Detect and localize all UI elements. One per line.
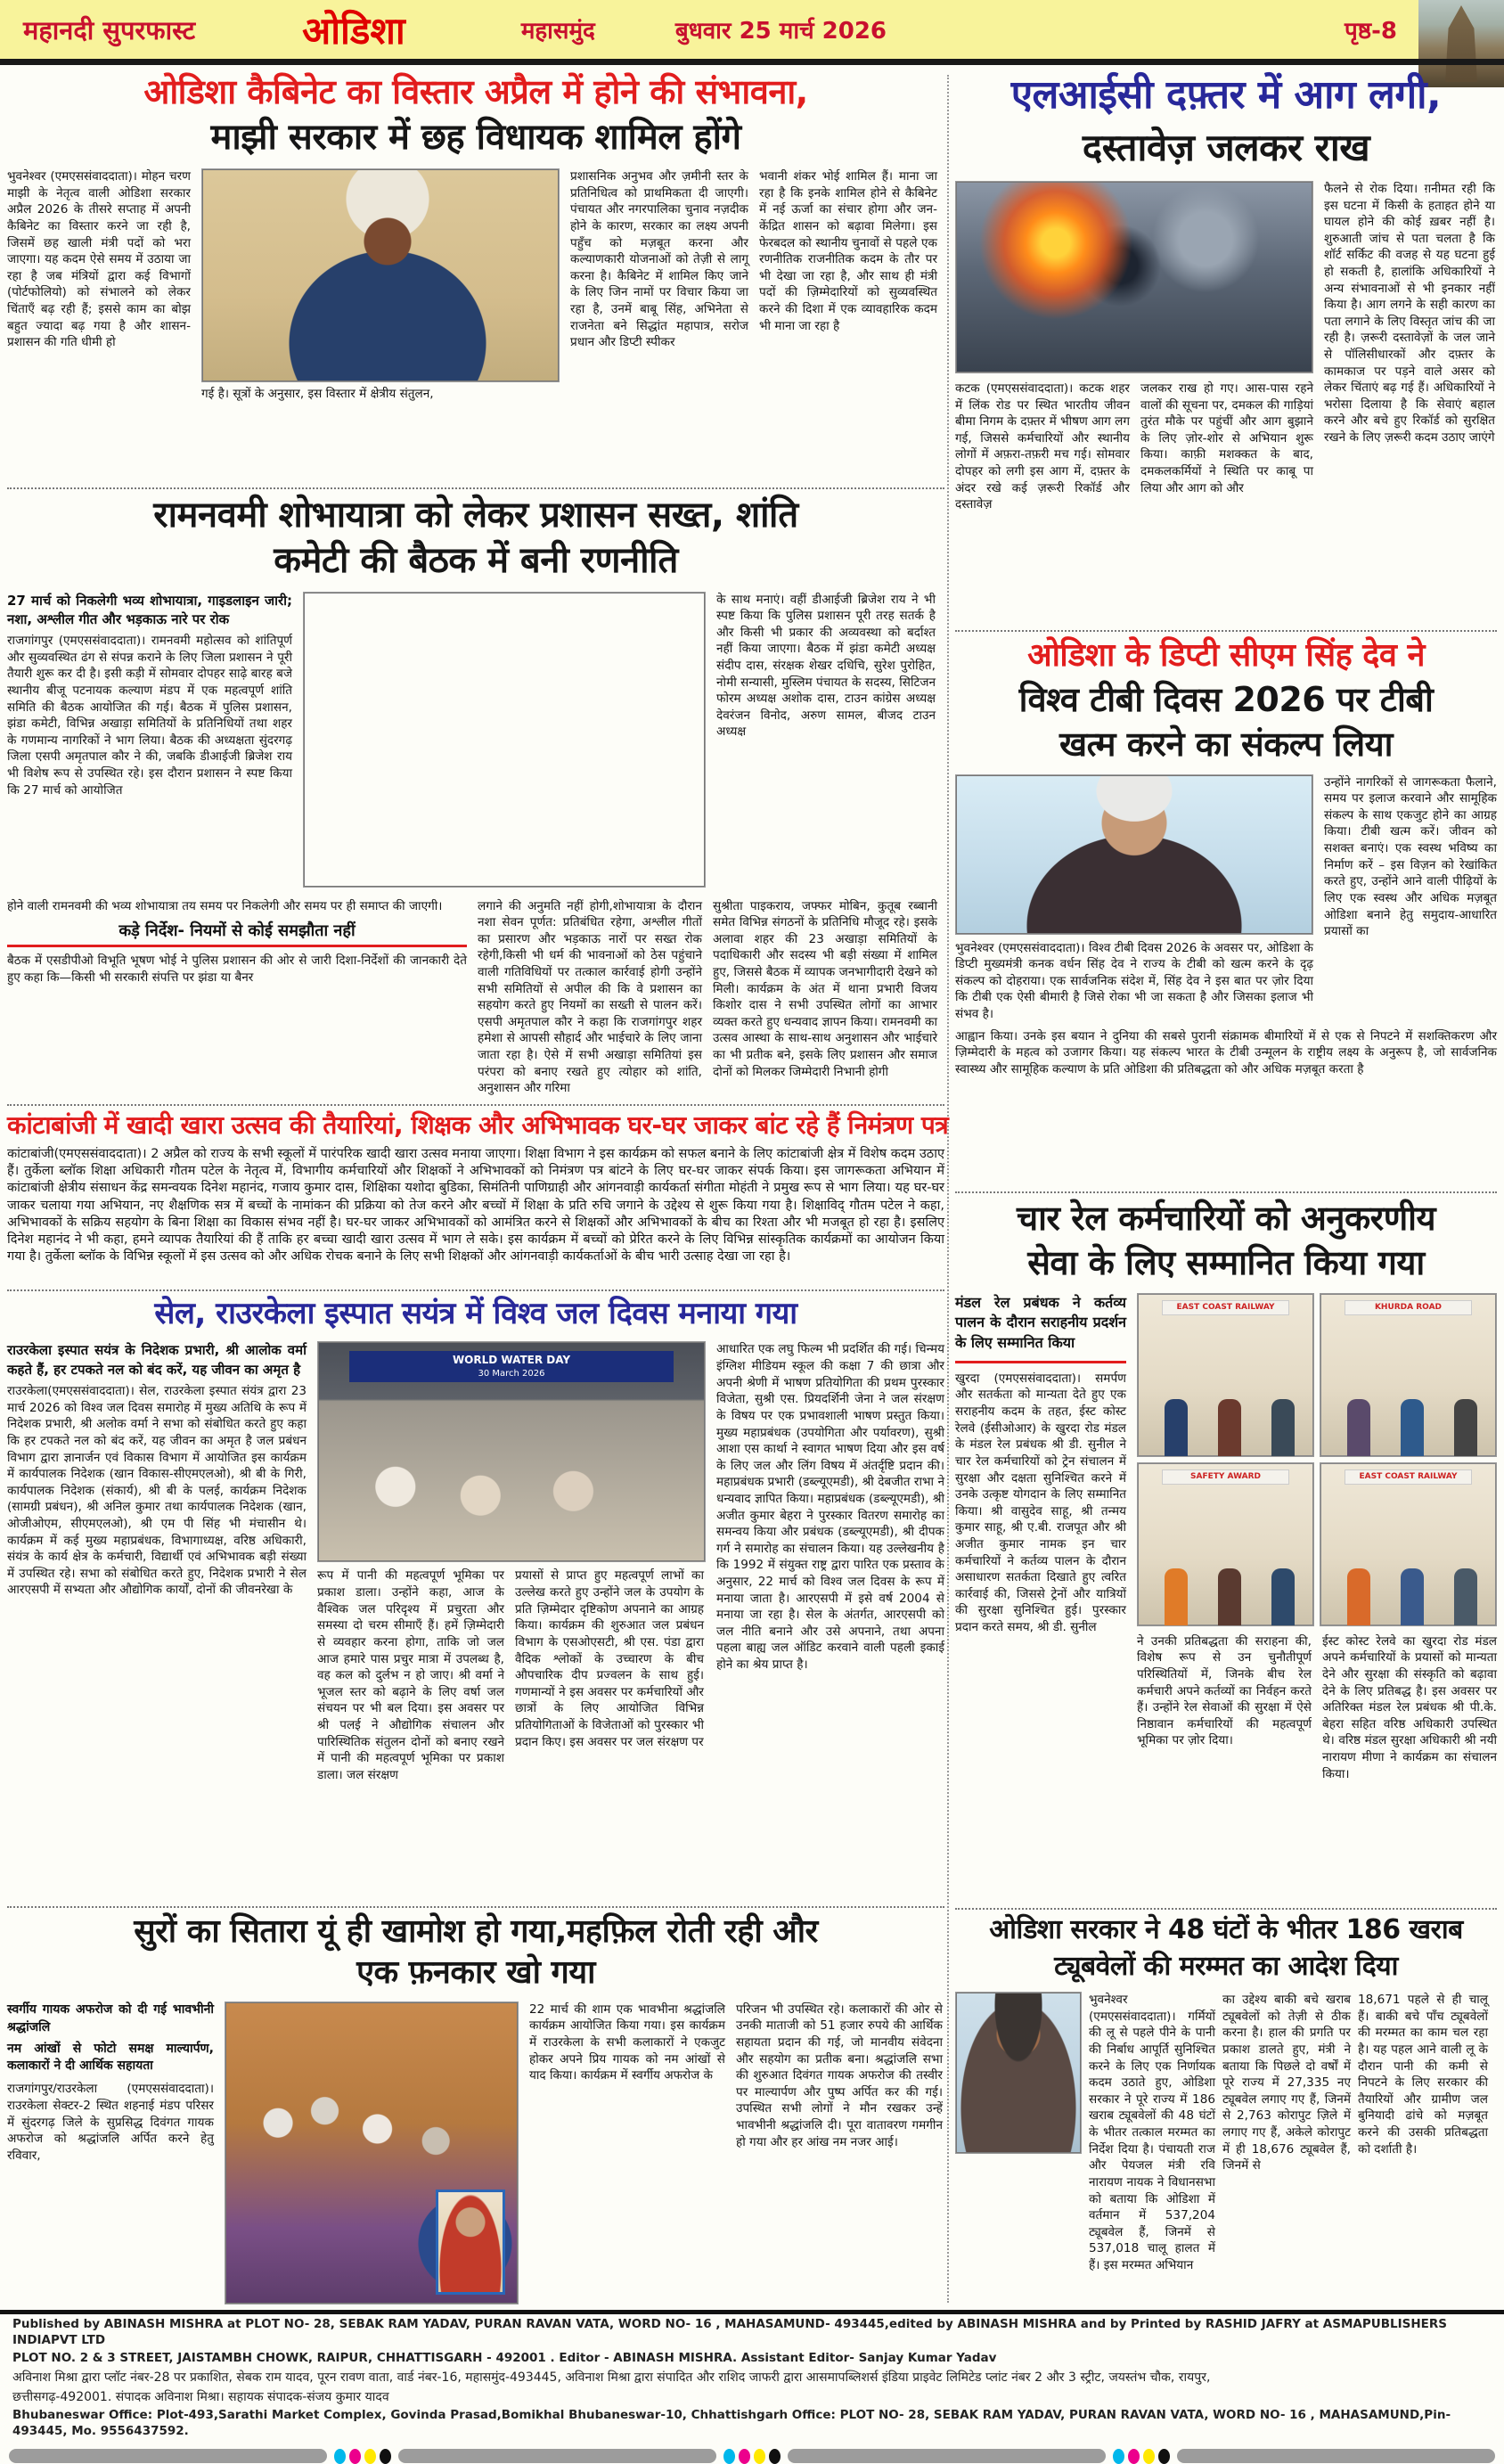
lead-column (7, 592, 292, 891)
headline-line2: ट्यूबवेलों की मरम्मत का आदेश दिया (1054, 1950, 1398, 1982)
headline: सेल, राउरकेला इस्पात सयंत्र में विश्व जल दिवस मनाया गया (154, 1296, 797, 1331)
headline: ओडिशा कैबिनेट का विस्तार अप्रैल में होने की संभावना, (143, 72, 808, 111)
lead-column (7, 2001, 214, 2304)
registration-bar (9, 2449, 327, 2463)
headline: ओडिशा सरकार ने 48 घंटों के भीतर 186 खराब (989, 1914, 1463, 1945)
divider (955, 1191, 1497, 1193)
peace-committee-meeting-photo (303, 592, 706, 888)
edition-name: ओडिशा (302, 8, 405, 53)
bold-intro: मंडल रेल प्रबंधक ने कर्तव्य पालन के दौरान सराहनीय प्रदर्शन के लिए सम्मानित किया (955, 1293, 1126, 1363)
body-column: भुवनेश्वर (एमएससंवाददाता)। विश्व टीबी दिवस 2026 के अवसर पर, ओडिशा के डिप्टी मुख्यमंत्री कनक वर्धन सिंह देव ने राज्य के टीबी को खत्म करने के दृढ़ संकल्प को दोहराया। एक सार्वजनिक संदेश में, सिंह देव ने इस बात पर ज़ोर दिया कि टीबी एक ऐसी बीमारी है जिसे रोका भी जा सकता है और जिसका इलाज भी संभव है। (955, 940, 1313, 1022)
divider (955, 630, 1497, 632)
divider (7, 487, 944, 489)
headline: चार रेल कर्मचारियों को अनुकरणीय (1016, 1199, 1436, 1238)
fire-scene-photo (955, 181, 1313, 373)
headline-line2: एक फ़नकार खो गया (356, 1953, 595, 1991)
body-column: राजगांगपुर/राउरकेला (एमएससंवाददाता)। राउरकेला सेक्टर-2 स्थित शहनाई मंडप परिसर में सुंदरगढ़ जिले के सुप्रसिद्ध दिवंगत गायक अफरोज को श्रद्धांजलि अर्पित करने हेतु रविवार, (7, 2082, 214, 2163)
body-column: जलकर राख हो गए। आस-पास रहने वालों की सूचना पर, दमकल की गाड़ियां तुरंत मौके पर पहुंचीं और आग बुझाने के लिए ज़ोर-शोर से अभियान शुरू किया। काफ़ी मशक्कत के बाद, दमकलकर्मियों ने स्थिति पर काबू पा लिया और आग को और (1140, 381, 1313, 495)
body-column: राउरकेला(एमएससंवाददाता)। सेल, राउरकेला इस्पात संयंत्र द्वारा 23 मार्च 2026 को विश्व जल दिवस समारोह में मुख्य अतिथि के रूप में निदेशक प्रभारी, श्री अलोक वर्मा ने सभा को संबोधित करते हुए कहा कि हर टपकते नल को बंद करें, यह जीवन का अमृत है जल प्रबंधन विभाग द्वारा ज्ञानार्जन एवं विकास विभाग में आयोजित इस कार्यक्रम में कार्यपालक निदेशक (खान विकास-सीएमएलओ), श्री बी के गिरी, कार्यपालक निदेशक (संकार्य), श्री बी के पलई, कार्यक्रम निदेशक (सामग्री प्रबंधन), श्री अनिल कुमार तथा कार्यपालक निदेशक (खान, ओजीओएम, सीएमएलओ), श्री एम पी सिंह भी मंचासीन थे। कार्यक्रम में कई मुख्य महाप्रबंधक, विभागाध्यक्ष, वरिष्ठ अधिकारी, संयंत्र के कार्य क्षेत्र के कर्मचारी, विद्यार्थी एवं अभिभावक बड़ी संख्या में उपस्थित रहे। सभा को संबोधित करते हुए, निदेशक प्रभारी ने सेल आरएसपी में सभ्यता और औद्योगिक कार्यों, दोनों की जीवनरेखा के (7, 1384, 307, 1598)
headline-line2: विश्व टीबी दिवस 2026 पर टीबी (1018, 679, 1434, 719)
imprint-footer (0, 2310, 1504, 2464)
masthead (0, 0, 1504, 59)
body-column: राजगांगपुर (एमएससंवाददाता)। रामनवमी महोत्सव को शांतिपूर्ण और सुव्यवस्थित ढंग से संपन्न कराने के लिए जिला प्रशासन ने पूरी तैयारी शुरू कर दी है। इसी कड़ी में सोमवार दोपहर साढ़े बारह बजे स्थानीय बीजू पटनायक कल्याण मंडप में एक महत्वपूर्ण शांति समिति की बैठक आयोजित की गई। बैठक में पुलिस प्रशासन, झंडा कमेटी, विभिन्न अखाड़ा समितियों के प्रतिनिधियों तथा शहर के गणमान्य नागरिकों ने भाग लिया। बैठक की अध्यक्षता सुंदरगढ़ जिला एसपी अमृतपाल कौर ने की, जबकि डीआईजी ब्रिजेश राय भी विशेष रूप से उपस्थित रहे। इस दौरान प्रशासन ने स्पष्ट किया कि 27 मार्च को आयोजित (7, 634, 292, 798)
body-column: आधारित एक लघु फिल्म भी प्रदर्शित की गई। चिन्मय इंग्लिश मीडियम स्कूल की कक्षा 7 की छात्रा और अपनी श्रेणी में भाषण प्रतियोगिता की प्रथम पुरस्कार विजेता, सुश्री एस. प्रियदर्शिनी जेना ने जल संरक्षण के विषय पर एक प्रभावशाली भाषण प्रस्तुत किया। मुख्य महाप्रबंधक (उपयोगिता और पर्यावरण), सुश्री आशा एस कार्था ने स्वागत भाषण दिया और इस वर्ष के लिए जल और लिंग विषय में अंतर्दृष्टि प्रदान की। महाप्रबंधक प्रभारी (डब्ल्यूएमडी), श्री देबजीत राभा ने धन्यवाद ज्ञापित किया। महाप्रबंधक (डब्ल्यूएमडी), श्री अजीत कुमार बेहरा ने पुरस्कार वितरण समारोह का समन्वय किया और प्रबंधक (डब्ल्यूएमडी), श्री दीपक गर्ग ने समारोह का संचालन किया। यह उल्लेखनीय है कि 1992 में संयुक्त राष्ट्र द्वारा पारित एक प्रस्ताव के अनुसार, 22 मार्च को विश्व जल दिवस के रूप में मनाया जाता है। आरएसपी में इसे वर्ष 2004 से मनाया जा रहा है। सेल के अंतर्गत, आरएसपी को जल नीति बनाने और उसे अपनाने, तथा अपना पहला बाह्य जल ऑडिट करवाने वाली पहली इकाई होने का श्रेय प्राप्त है। (716, 1342, 944, 1673)
cmyk-dots-icon (334, 2449, 391, 2464)
award-banner: EAST COAST RAILWAY (1345, 1470, 1472, 1484)
body-column: के साथ मनाएं। वहीं डीआईजी ब्रिजेश राय ने भी स्पष्ट किया कि पुलिस प्रशासन पूरी तरह सतर्क है और किसी भी प्रकार की अव्यवस्था को बर्दाश्त नहीं किया जाएगा। बैठक में झंडा कमेटी अध्यक्ष संदीप दास, संरक्षक शेखर दधिचि, सुरेश पुरोहित, नोमी सन्यासी, मुस्लिम पंचायत के सदस्य, सिटिजन फोरम अध्यक्ष अशोक दास, टाउन कांग्रेस अध्यक्ष देवरंजन विनोद, अरुण सामल, बीजद टाउन अध्यक्ष (716, 592, 936, 740)
body-column: सुश्रीता पाइकराय, जफ्फर मोबिन, कुतूब रब्बानी समेत विभिन्न संगठनों के प्रतिनिधि मौजूद रहे। इसके अलावा शहर की 23 अखाड़ा समितियों के पदाधिकारी और सदस्य भी बड़ी संख्या में शामिल हुए, जिससे बैठक में व्यापक जनभागीदारी देखने को मिली। कार्यक्रम के अंत में थाना प्रभारी विजय किशोर दास ने सभी उपस्थित लोगों का आभार व्यक्त करते हुए धन्यवाद ज्ञापन किया। रामनवमी का उत्सव आस्था के साथ-साथ अनुशासन और भाईचारे का भी प्रतीक बने, इसके लिए प्रशासन और समाज दोनों को मिलकर जिम्मेदारी निभानी होगी (713, 898, 937, 1079)
sub-headline: माझी सरकार में छह विधायक शामिल होंगे (210, 117, 741, 159)
divider (7, 1289, 944, 1291)
world-water-day-banner (349, 1351, 674, 1382)
article-ramnavami (7, 494, 944, 1100)
body-column: 18,671 पहले से ही चालू हैं। बाकी बचे पाँच ट्यूबवेलों की मरम्मत का काम चल रहा है। यह पहल आने वाली लू के दौरान पानी की कमी से निपटने के लिए सरकार की तैयारियों और ग्रामीण जल बुनियादी ढांचे को मज़बूत करने की उसकी प्रतिबद्धता को दर्शाती है। (1358, 1993, 1488, 2157)
award-photo-1 (1137, 1293, 1314, 1457)
region-divider (947, 75, 949, 2303)
headline: रामनवमी शोभायात्रा को लेकर प्रशासन सख्त, शांति (153, 495, 798, 536)
body-column: परिजन भी उपस्थित रहे। कलाकारों की ओर से उनकी माताजी को 51 हजार रुपये की आर्थिक सहायता प्रदान की गई, जो मानवीय संवेदना और सहयोग का प्रतीक बना। श्रद्धांजलि सभा की शुरुआत दिवंगत गायक अफरोज की तस्वीर पर माल्यार्पण और पुष्प अर्पित कर की गई। उपस्थित सभी लोगों ने मौन रखकर उन्हें भावभीनी श्रद्धांजलि दी। पूरा वातावरण गमगीन हो गया और हर आंख नम नजर आई। (736, 2001, 943, 2149)
photo-column (955, 774, 1313, 1023)
bold-intro: राउरकेला इस्पात सयंत्र के निदेशक प्रभारी, श्री आलोक वर्मा कहते हैं, हर टपकते नल को बंद करें, यह जीवन का अमृत है (7, 1342, 307, 1378)
body-column: रूप में पानी की महत्वपूर्ण भूमिका पर प्रकाश डाला। उन्होंने कहा, आज के वैश्विक जल परिदृश्य में प्रचुरता और समस्या दो चरम सीमाएँ हैं। हमें ज़िम्मेदारी से व्यवहार करना होगा, ताकि जो जल आज हमारे पास प्रचुर मात्रा में उपलब्ध है, वह कल को दुर्लभ न हो जाए। श्री वर्मा ने भूजल स्तर को बढ़ाने के लिए वर्षा जल संचयन पर भी बल दिया। इस अवसर पर श्री पलई ने औद्योगिक संचालन और पारिस्थितिक संतुलन दोनों को बनाए रखने में पानी की महत्वपूर्ण भूमिका पर प्रकाश डाला। जल संरक्षण (317, 1568, 504, 1782)
award-photo-2 (1320, 1293, 1497, 1457)
lead-column (7, 1341, 307, 1888)
imprint-line-en3: Bhubaneswar Office: Plot-493,Sarathi Market Complex, Govinda Prasad,Bomikhal Bhubaneswar-10, Chhattishgarh Office: PLOT NO- 28, SEBAK RAM YADAV, PURAN RAVAN VATA, WORD NO- 16 , MAHASAMUND,Pin- 493445, Mo. 9556437592. (12, 2408, 1451, 2438)
award-photo-3 (1137, 1462, 1314, 1626)
award-photo-4 (1320, 1462, 1497, 1626)
award-banner: EAST COAST RAILWAY (1163, 1301, 1289, 1314)
article-tb-day (955, 636, 1497, 1187)
imprint-line-hi1: अविनाश मिश्रा द्वारा प्लॉट नंबर-28 पर प्रकाशित, सेबक राम यादव, पूरन रावण वाता, वार्ड नंबर-16, महासमुंद-493445, अविनाश मिश्रा द्वारा संपादित और राशिद जाफरी द्वारा आसमापब्लिशर्स इंडिया प्राइवेट लिमिटेड प्लांट नंबर 2 और 3 स्ट्रीट, जयस्तंभ चौक, रायपुर, (12, 2370, 1211, 2385)
article-lic-fire (955, 71, 1497, 626)
photo-column (955, 181, 1313, 626)
award-banner: SAFETY AWARD (1163, 1470, 1289, 1484)
divider (7, 1104, 944, 1106)
cmyk-dots-icon (1113, 2449, 1170, 2464)
cmyk-dots-icon (723, 2449, 781, 2464)
page-number: पृष्ठ-8 (1345, 18, 1397, 45)
article-khadi-khara (7, 1110, 949, 1285)
body-column: खुरदा (एमएससंवाददाता)। समर्पण और सतर्कता को मान्यता देते हुए एक सराहनीय कदम के तहत, ईस्ट कोस्ट रेलवे (ईसीओआर) के खुरदा रोड मंडल के मंडल रेल प्रबंधक श्री डी. सुनील ने चार रेल कर्मचारियों को ट्रेन संचालन में सुरक्षा और दक्षता सुनिश्चित करने में उनके उत्कृष्ट योगदान के लिए सम्मानित किया। श्री वासुदेव साहू, श्री तन्मय कुमार साहू, श्री ए.बी. राजपूत और श्री अजीत कुमार नामक इन चार कर्मचारियों ने कर्तव्य पालन के दौरान असाधारण सतर्कता दिखाते हुए त्वरित कार्रवाई की, जिससे ट्रेनों और यात्रियों की सुरक्षा सुनिश्चित हुई। पुरस्कार प्रदान करते समय, श्री डी. सुनील (955, 1371, 1126, 1635)
headline: कांटाबांजी में खादी खारा उत्सव की तैयारियां, शिक्षक और अभिभावक घर-घर जाकर बांट रहे हैं निमंत्रण पत्र (7, 1110, 949, 1140)
imprint-line-hi2: छत्तीसगढ़-492001. संपादक अविनाश मिश्रा। सहायक संपादक-संजय कुमार यादव (12, 2389, 389, 2404)
article-singer-tribute (7, 1912, 944, 2303)
right-region (955, 71, 1497, 2313)
banner-line2: 30 March 2026 (478, 1369, 545, 1379)
bold-intro2: नम आंखों से फोटो समक्ष माल्यार्पण, कलाकारों ने दी आर्थिक सहायता (7, 2041, 214, 2074)
divider (7, 1906, 944, 1908)
article-cabinet-expansion (7, 71, 944, 483)
issue-date: बुधवार 25 मार्च 2026 (674, 18, 887, 45)
body-column: बैठक में एसडीपीओ विभूति भूषण भोई ने पुलिस प्रशासन की ओर से जारी दिशा-निर्देशों की जानकारी देते हुए कहा कि—किसी भी सरकारी संपत्ति पर झंडा या बैनर (7, 954, 467, 985)
water-day-stage-photo (317, 1341, 706, 1562)
headline: सुरों का सितारा यूं ही खामोश हो गया,महफ़िल रोती रही और (134, 1913, 818, 1950)
lead-column (955, 1293, 1126, 1792)
city-name: महासमुंद (520, 18, 595, 45)
headline-line2: कमेटी की बैठक में बनी रणनीति (274, 539, 678, 581)
body-column: 22 मार्च की शाम एक भावभीना श्रद्धांजलि कार्यक्रम आयोजित किया गया। इस कार्यक्रम में राउरकेला के सभी कलाकारों ने एकजुट होकर अपने प्रिय गायक को नम आंखों से याद किया। कार्यक्रम में स्वर्गीय अफरोज के (529, 2001, 725, 2083)
headline-line3: खत्म करने का संकल्प लिया (1059, 724, 1393, 765)
photo-block (201, 168, 560, 402)
headline: ओडिशा के डिप्टी सीएम सिंह देव ने (1027, 637, 1425, 674)
photo-caption: गई है। सूत्रों के अनुसार, इस विस्तार में क्षेत्रीय संतुलन, (201, 387, 434, 402)
body-column: कटक (एमएससंवाददाता)। कटक शहर में लिंक रोड पर स्थित भारतीय जीवन बीमा निगम के दफ़्तर में भीषण आग लग गई, जिससे कर्मचारियों और स्थानीय लोगों में अफ़रा-तफ़री मच गई। सोमवार दोपहर को लगी इस आग में, दफ़्तर के अंदर रखे कई ज़रूरी रिकॉर्ड और दस्तावेज़ (955, 381, 1130, 512)
body-column: लगाने की अनुमति नहीं होगी,शोभायात्रा के दौरान नशा सेवन पूर्णत: प्रतिबंधित रहेगा, अश्लील गीतों का प्रसारण और भड़काऊ नारों पर सख्त रोक रहेगी,किसी भी धर्म की भावनाओं को ठेस पहुंचाने वाली गतिविधियों पर तत्काल कार्रवाई होगी उन्होंने सभी समितियों से अपील की कि वे प्रशासन का सहयोग करते हुए नियमों का सख्ती से पालन करें। एसपी अमृतपाल कौर ने कहा कि राजगांगपुर शहर हमेशा से आपसी सौहार्द और भाईचारे के लिए जाना जाता रहा है। ऐसे में सभी अखाड़ा समितियां इस परंपरा को बनाए रखते हुए त्योहार को शांति, अनुशासन और गरिमा (478, 898, 702, 1096)
award-banner: KHURDA ROAD (1345, 1301, 1472, 1314)
cm-majhi-photo (201, 168, 560, 382)
headline-line2: सेवा के लिए सम्मानित किया गया (1027, 1243, 1425, 1283)
article-rail-award (955, 1198, 1497, 1903)
imprint-line-en1: Published by ABINASH MISHRA at PLOT NO- 28, SEBAK RAM YADAV, PURAN RAVAN VATA, WORD NO- 16 , MAHASAMUND- 493445,edited by ABINASH MISHRA and by Printed by RASHID JAFRY at ASMAPUBLISHERS INDIAPVT LTD (12, 2317, 1447, 2347)
body-column: भवानी शंकर भोई शामिल हैं। माना जा रहा है कि इनके शामिल होने से कैबिनेट में नई ऊर्जा का संचार होगा और जन-केंद्रित शासन को बढ़ावा मिलेगा। इस फेरबदल को स्थानीय चुनावों से पहले एक रणनीतिक राजनीतिक कदम के तौर पर भी देखा जा रहा है, और साथ ही मंत्री पदों की ज़िम्मेदारियों को सुव्यवस्थित करने की दिशा में एक व्यावहारिक कदम भी माना जा रहा है (759, 169, 937, 333)
paper-name: महानदी सुपरफास्ट (23, 14, 196, 45)
imprint-line-en2: PLOT NO. 2 & 3 STREET, JAISTAMBH CHOWK, RAIPUR, CHHATTISGARH - 492001 . Editor - ABINASH MISHRA. Assistant Editor- Sanjay Kumar Yadav (12, 2351, 997, 2366)
body-column: आह्वान किया। उनके इस बयान ने दुनिया की सबसे पुरानी संक्रामक बीमारियों में से एक से निपटने में सशक्तिकरण और ज़िम्मेदारी के महत्व को उजागर किया। यह संकल्प भारत के टीबी उन्मूलन के राष्ट्रीय लक्ष्य के अनुरूप है, जो सार्वजनिक स्वास्थ्य और सामूहिक कल्याण के प्रति ओडिशा की प्रतिबद्धता को और अधिक मज़बूत करता है (955, 1028, 1497, 1076)
photo-column (317, 1341, 706, 1888)
body-column: उन्होंने नागरिकों से जागरूकता फैलाने, समय पर इलाज करवाने और सामूहिक संकल्प के साथ एकजुट होने का आग्रह किया। टीबी खत्म करें। जीवन को सशक्त बनाएं। एक स्वस्थ भविष्य का निर्माण करें – इस विज़न को रेखांकित करते हुए, उन्होंने आने वाली पीढ़ियों के लिए एक स्वस्थ और अधिक मज़बूत ओडिशा बनाने हेतु समुदाय-आधारित प्रयासों का (1324, 774, 1497, 939)
tribute-gathering-photo (225, 2001, 519, 2304)
body-column: फैलने से रोक दिया। ग़नीमत रही कि इस घटना में किसी के हताहत होने या घायल होने की कोई ख़बर नहीं है। शुरुआती जांच से पता चलता है कि शॉर्ट सर्किट की वजह से यह घटना हुई हो सकती है, हालांकि अधिकारियों ने अन्य संभावनाओं से भी इनकार नहीं किया है। आग लगने के सही कारण का पता लगाने के लिए विस्तृत जांच की जा रही है। ज़रूरी दस्तावेज़ों के जल जाने से पॉलिसीधारकों और दफ़्तर के कामकाज पर पड़ने वाले असर को लेकर चिंताएं बढ़ गई हैं। अधिकारियों ने भरोसा दिलाया है कि सेवाएं बहाल करने और बचे हुए रिकॉर्ड को सुरक्षित रखने के लिए ज़रूरी कदम उठाए जाएंगे (1324, 181, 1495, 446)
photo-grid (1137, 1293, 1497, 1792)
body-column: ने उनकी प्रतिबद्धता की सराहना की, विशेष रूप से उन चुनौतीपूर्ण परिस्थितियों में, जिनके बीच रेल कर्मचारी अपने कर्तव्यों का निर्वहन करते हैं। उन्होंने रेल सेवाओं की सुरक्षा में ऐसे निष्ठावान कर्मचारियों की महत्वपूर्ण भूमिका पर ज़ोर दिया। (1137, 1633, 1312, 1748)
singh-deo-portrait-photo (955, 774, 1313, 935)
body-column: भुवनेश्वर (एमएससंवाददाता)। गर्मियों की लू से पहले पीने के पानी की निर्बाध आपूर्ति सुनिश्चित करने के लिए एक निर्णायक कदम उठाते हुए, ओडिशा सरकार ने पूरे राज्य में 186 खराब ट्यूबवेलों की 48 घंटों के भीतर तत्काल मरम्मत का निर्देश दिया है। पंचायती राज और पेयजल मंत्री रवि नारायण नायक ने विधानसभा को बताया कि ओडिशा में वर्तमान में 537,204 ट्यूबवेल हैं, जिनमें से 537,018 चालू हालत में हैं। इस मरम्मत अभियान (1089, 1993, 1215, 2272)
singer-portrait-frame (436, 2190, 505, 2295)
registration-bar (398, 2449, 716, 2463)
headline-line2: दस्तावेज़ जलकर राख (1082, 125, 1370, 169)
divider (955, 1908, 1497, 1910)
minister-portrait-photo (955, 1992, 1082, 2154)
headline: एलआईसी दफ़्तर में आग लगी, (1010, 72, 1442, 118)
bold-intro: स्वर्गीय गायक अफरोज को दी गई भावभीनी श्रद्धांजलि (7, 2001, 214, 2034)
body-column: का उद्देश्य बाकी बचे खराब ट्यूबवेलों को तेज़ी से ठीक करना है। हाल की प्रगति पर प्रकाश डालते हुए, मंत्री ने बताया कि पिछले दो वर्षों में पूरे राज्य में 27,335 नए ट्यूबवेल लगाए गए हैं, जिनमें से 2,763 कोरापुट ज़िले में लगाए गए हैं, अकेले कोरापुट में ही 18,676 ट्यूबवेल हैं, जिनमें से (1222, 1993, 1351, 2173)
article-sail-water-day (7, 1296, 944, 1902)
body-column: होने वाली रामनवमी की भव्य शोभायात्रा तय समय पर निकलेगी और समय पर ही समाप्त की जाएगी। (7, 898, 443, 913)
body-column: प्रयासों से प्राप्त हुए महत्वपूर्ण लाभों का उल्लेख करते हुए उन्होंने जल के उपयोग के प्रति ज़िम्मेदार दृष्टिकोण अपनाने का आग्रह किया। कार्यक्रम की शुरुआत जल प्रबंधन विभाग के एसओएसटी, श्री एस. पंडा द्वारा वैदिक श्लोकों के उच्चारण के बीच औपचारिक दीप प्रज्वलन के साथ हुई। गणमान्यों ने इस अवसर पर कर्मचारियों और छात्रों के लिए आयोजित विभिन्न प्रतियोगिताओं के विजेताओं को पुरस्कार भी प्रदान किए। इस अवसर पर जल संरक्षण पर (515, 1568, 704, 1749)
registration-bar (1177, 2449, 1495, 2463)
body-column: ईस्ट कोस्ट रेलवे का खुरदा रोड मंडल अपने कर्मचारियों के प्रयासों को मान्यता देने और सुरक्षा की संस्कृति को बढ़ावा देने के लिए प्रतिबद्ध है। इस अवसर पर अतिरिक्त मंडल रेल प्रबंधक श्री पी.के. बेहरा सहित वरिष्ठ अधिकारी उपस्थित थे। वरिष्ठ मंडल सुरक्षा अधिकारी श्री नयी नारायण मीणा ने कार्यक्रम का संचालन किया। (1322, 1633, 1497, 1781)
left-region (7, 71, 949, 2303)
subhead-block (7, 898, 467, 1097)
registration-strip (0, 2440, 1504, 2464)
banner-line1: WORLD WATER DAY (452, 1354, 571, 1367)
registration-bar (788, 2449, 1106, 2463)
bold-intro: 27 मार्च को निकलेगी भव्य शोभायात्रा, गाइडलाइन जारी; नशा, अश्लील गीत और भड़काऊ नारे पर रोक (7, 592, 292, 627)
body-column: प्रशासनिक अनुभव और ज़मीनी स्तर के प्रतिनिधित्व को प्राथमिकता दी जाएगी। पंचायत और नगरपालिका चुनाव नज़दीक होने के कारण, सरकार का लक्ष्य अपनी पहुँच को मज़बूत करना और कल्याणकारी योजनाओं को तेज़ी से लागू करना है। कैबिनेट में शामिल किए जाने के लिए जिन नामों पर विचार किया जा रहा है, उनमें बाबू सिंह, अभिनेता से राजनेता बने सिद्धांत महापात्र, सरोज प्रधान और डिप्टी स्पीकर (570, 169, 748, 350)
masthead-rule (0, 59, 1504, 65)
body-column: भुवनेश्वर (एमएससंवाददाता)। मोहन चरण माझी के नेतृत्व वाली ओडिशा सरकार अप्रैल 2026 के तीसरे सप्ताह में अपनी कैबिनेट का विस्तार करने जा रही है, जिसमें छह खाली मंत्री पदों को भरा जाएगा। यह कदम ऐसे समय में उठाया जा रहा है जब मंत्रियों द्वारा कई विभागों (पोर्टफोलियो) को संभालने को लेकर चिंताएँ बढ़ रही हैं; इससे काम का बोझ बहुत ज्यादा बढ़ गया है और शासन-प्रशासन की गति धीमी हो (7, 169, 191, 350)
crossing-subhead: कड़े निर्देश- नियमों से कोई समझौता नहीं (7, 920, 467, 947)
article-tubewell-repair (955, 1914, 1497, 2313)
body-text: कांटाबांजी(एमएससंवाददाता)। 2 अप्रैल को राज्य के सभी स्कूलों में पारंपरिक खादी खारा उत्सव मनाया जाएगा। शिक्षा विभाग ने इस कार्यक्रम को सफल बनाने के लिए कांटाबांजी क्षेत्र में विशेष कदम उठाए हैं। तुर्केला ब्लॉक शिक्षा अधिकारी गौतम पटेल के नेतृत्व में, विभागीय कर्मचारियों और शिक्षकों ने अभिभावकों को निमंत्रण पत्र बांटने के लिए घर-घर जाकर संपर्क किया। इस जागरूकता अभियान में कांटाबांजी क्षेत्रीय संसाधन केंद्र समन्वयक दिनेश महानंद, गजाय कुमार दास, शिक्षिका यशोदा बुडिका, सिमंतिनी पाणिग्राही और आंगनवाड़ी कार्यकर्ता संगीता मोहंती ने प्रमुख रूप से भाग लिया। यह घर-घर जाकर चलाया गया अभियान, नए शैक्षणिक सत्र में बच्चों के नामांकन की प्रक्रिया को तेज करने और बच्चों में शिक्षा के प्रति रुचि जगाने के उद्देश्य से शुरू किया गया है। शिक्षाविद् गौतम पटेल ने कहा, अभिभावकों के सक्रिय सहयोग के बिना शिक्षा का विकास संभव नहीं है। घर-घर जाकर अभिभावकों को आमंत्रित करने से शिक्षकों और अभिभावकों के बीच का रिश्ता और भी मजबूत हो रहा है। इसलिए दिनेश महानंद ने भी कहा, हमने व्यापक तैयारियां की हैं ताकि हर बच्चा खादी खारा उत्सव में भाग ले सके। इस कार्यक्रम में बच्चों को प्रेरित करने के लिए विभिन्न सांस्कृतिक कार्यक्रमों का आयोजन किया गया है। तुर्केला ब्लॉक के विभिन्न स्कूलों में इस उत्सव को और अधिक रोचक बनाने के लिए सभी शिक्षकों और आंगनवाड़ी कार्यकर्ताओं के बीच भारी उत्साह देखा जा रहा है। (7, 1147, 945, 1264)
